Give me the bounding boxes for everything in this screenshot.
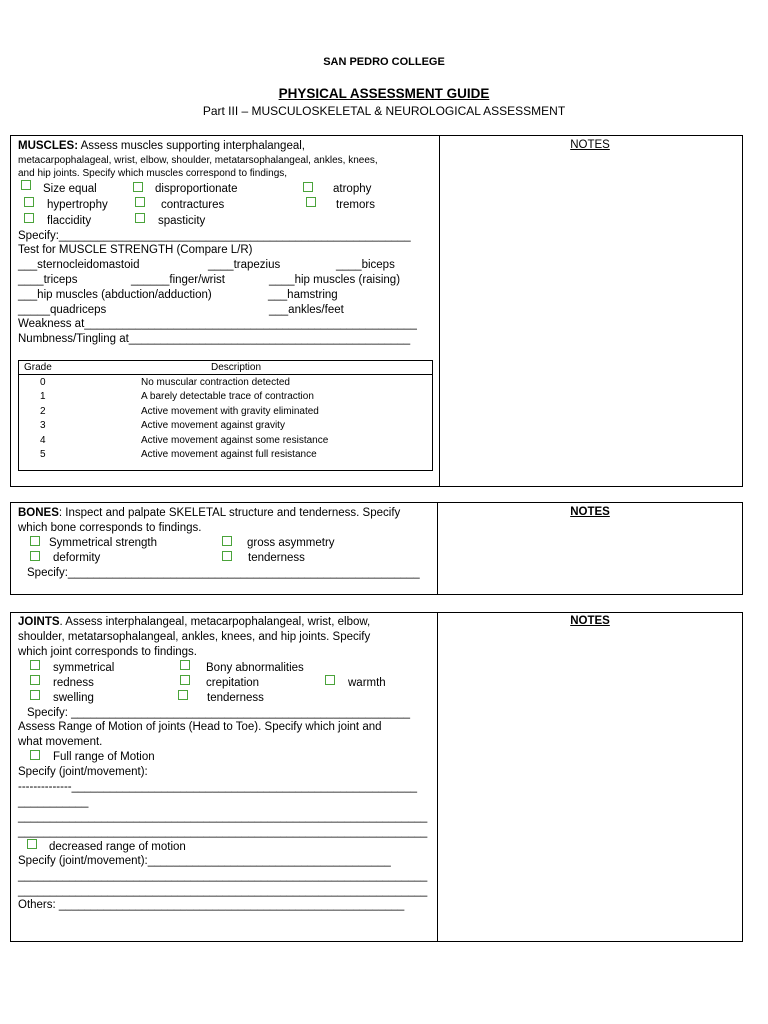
flaccidity-checkbox[interactable] — [24, 213, 34, 223]
bony-abnormalities-checkbox[interactable] — [180, 660, 190, 670]
joints-tenderness-checkbox[interactable] — [178, 690, 188, 700]
redness-checkbox[interactable] — [30, 675, 40, 685]
others-field[interactable]: Others: ______________________________________________________ — [18, 899, 405, 911]
decreased-rom-label: decreased range of motion — [49, 841, 186, 853]
flaccidity-label: flaccidity — [47, 215, 92, 227]
contractures-checkbox[interactable] — [135, 197, 145, 207]
symmetrical-label: symmetrical — [53, 662, 115, 674]
specify-joint-movement-field[interactable]: Specify (joint/movement):______________________________________ — [18, 855, 391, 867]
joints-intro-text: . Assess interphalangeal, metacarpophalangeal, wrist, elbow, — [59, 616, 371, 628]
hypertrophy-label: hypertrophy — [47, 199, 108, 211]
bones-heading: BONES — [18, 507, 59, 519]
strength-test-title: Test for MUSCLE STRENGTH (Compare L/R) — [18, 244, 253, 256]
decreased-rom-checkbox[interactable] — [27, 839, 37, 849]
grade-value: 0 — [40, 377, 46, 388]
strength-hip-abduction[interactable]: ___hip muscles (abduction/adduction) — [18, 289, 212, 301]
joints-notes-label: NOTES — [570, 615, 610, 627]
full-rom-checkbox[interactable] — [30, 750, 40, 760]
grade-description: Active movement against full resistance — [141, 449, 317, 460]
rom-line-field[interactable]: ________________________________________________________________ — [18, 870, 428, 882]
swelling-label: swelling — [53, 692, 94, 704]
bones-intro-text: : Inspect and palpate SKELETAL structure and tenderness. Specify — [58, 507, 401, 519]
description-header: Description — [211, 362, 262, 373]
bones-tenderness-checkbox[interactable] — [222, 551, 232, 561]
symmetrical-checkbox[interactable] — [30, 660, 40, 670]
grade-description: Active movement against gravity — [141, 420, 285, 431]
joints-intro-line2: shoulder, metatarsophalangeal, ankles, knees, and hip joints. Specify — [18, 631, 371, 643]
full-rom-label: Full range of Motion — [53, 751, 155, 763]
bony-abnormalities-label: Bony abnormalities — [206, 662, 304, 674]
numbness-field[interactable]: Numbness/Tingling at____________________________________________ — [18, 333, 411, 345]
muscles-intro-line1 — [18, 139, 305, 153]
symmetrical-strength-label: Symmetrical strength — [49, 537, 158, 549]
grade-value: 5 — [40, 449, 46, 460]
rom-line-field[interactable]: ________________________________________________________________ — [18, 811, 428, 823]
warmth-label: warmth — [348, 677, 386, 689]
strength-trapezius[interactable]: ____trapezius — [208, 259, 281, 271]
spasticity-checkbox[interactable] — [135, 213, 145, 223]
specify-joint-movement-label: Specify (joint/movement): — [18, 766, 148, 778]
rom-line-field[interactable]: ________________________________________________________________ — [18, 826, 428, 838]
strength-biceps[interactable]: ____biceps — [336, 259, 395, 271]
tremors-label: tremors — [336, 199, 375, 211]
disproportionate-checkbox[interactable] — [133, 182, 143, 192]
joints-intro-line1 — [18, 615, 370, 629]
muscles-intro-line2: metacarpophalageal, wrist, elbow, shoulder, metatarsophalangeal, ankles, knees, — [18, 155, 378, 166]
strength-ankles-feet[interactable]: ___ankles/feet — [269, 304, 344, 316]
weakness-field[interactable]: Weakness at____________________________________________________ — [18, 318, 417, 330]
bones-intro-line2: which bone corresponds to findings. — [18, 522, 202, 534]
warmth-checkbox[interactable] — [325, 675, 335, 685]
rom-line-field[interactable]: --------------______________________________________________________ — [18, 781, 417, 793]
page-subtitle: Part III – MUSCULOSKELETAL & NEUROLOGICAL ASSESSMENT — [202, 104, 566, 118]
strength-hip-raising[interactable]: ____hip muscles (raising) — [269, 274, 401, 286]
atrophy-label: atrophy — [333, 183, 372, 195]
joints-divider — [437, 612, 438, 942]
spasticity-label: spasticity — [158, 215, 206, 227]
rom-line-field[interactable]: ________________________________________________________________ — [18, 885, 428, 897]
strength-finger-wrist[interactable]: ______finger/wrist — [131, 274, 225, 286]
deformity-label: deformity — [53, 552, 101, 564]
rom-instruction-line2: what movement. — [18, 736, 103, 748]
grade-table-header-line — [18, 374, 433, 375]
grade-description: Active movement with gravity eliminated — [141, 406, 319, 417]
gross-asymmetry-checkbox[interactable] — [222, 536, 232, 546]
grade-value: 2 — [40, 406, 46, 417]
grade-header: Grade — [24, 362, 52, 373]
page-title: PHYSICAL ASSESSMENT GUIDE — [278, 86, 490, 101]
muscles-divider — [439, 135, 440, 487]
bones-divider — [437, 502, 438, 595]
muscles-intro-text: Assess muscles supporting interphalangeal, — [78, 140, 305, 152]
muscles-heading: MUSCLES: — [18, 140, 79, 152]
tremors-checkbox[interactable] — [306, 197, 316, 207]
rom-line-field[interactable]: ___________ — [18, 796, 89, 808]
disproportionate-label: disproportionate — [155, 183, 238, 195]
bones-notes-label: NOTES — [570, 506, 610, 518]
contractures-label: contractures — [161, 199, 225, 211]
strength-sternocleidomastoid[interactable]: ___sternocleidomastoid — [18, 259, 140, 271]
atrophy-checkbox[interactable] — [303, 182, 313, 192]
crepitation-label: crepitation — [206, 677, 260, 689]
redness-label: redness — [53, 677, 94, 689]
grade-description: A barely detectable trace of contraction — [141, 391, 314, 402]
grade-description: Active movement against some resistance — [141, 435, 329, 446]
gross-asymmetry-label: gross asymmetry — [247, 537, 335, 549]
symmetrical-strength-checkbox[interactable] — [30, 536, 40, 546]
bones-intro-line1 — [18, 506, 400, 520]
grade-value: 4 — [40, 435, 46, 446]
deformity-checkbox[interactable] — [30, 551, 40, 561]
size-equal-label: Size equal — [43, 183, 97, 195]
muscles-specify-field[interactable]: Specify:_______________________________________________________ — [18, 230, 411, 242]
hypertrophy-checkbox[interactable] — [24, 197, 34, 207]
joints-specify-field[interactable]: Specify: _____________________________________________________ — [27, 707, 411, 719]
crepitation-checkbox[interactable] — [180, 675, 190, 685]
grade-value: 3 — [40, 420, 46, 431]
grade-description: No muscular contraction detected — [141, 377, 290, 388]
size-equal-checkbox[interactable] — [21, 180, 31, 190]
strength-triceps[interactable]: ____triceps — [18, 274, 78, 286]
joints-intro-line3: which joint corresponds to findings. — [18, 646, 197, 658]
bones-specify-field[interactable]: Specify:_______________________________________________________ — [27, 567, 420, 579]
muscles-intro-line3: and hip joints. Specify which muscles correspond to findings, — [18, 168, 288, 179]
grade-value: 1 — [40, 391, 46, 402]
college-name: SAN PEDRO COLLEGE — [323, 56, 445, 68]
joints-tenderness-label: tenderness — [207, 692, 264, 704]
muscles-notes-label: NOTES — [570, 139, 610, 151]
strength-hamstring[interactable]: ___hamstring — [268, 289, 338, 301]
bones-tenderness-label: tenderness — [248, 552, 305, 564]
swelling-checkbox[interactable] — [30, 690, 40, 700]
strength-quadriceps[interactable]: _____quadriceps — [18, 304, 107, 316]
rom-instruction-line1: Assess Range of Motion of joints (Head to Toe). Specify which joint and — [18, 721, 382, 733]
joints-heading: JOINTS — [18, 616, 60, 628]
